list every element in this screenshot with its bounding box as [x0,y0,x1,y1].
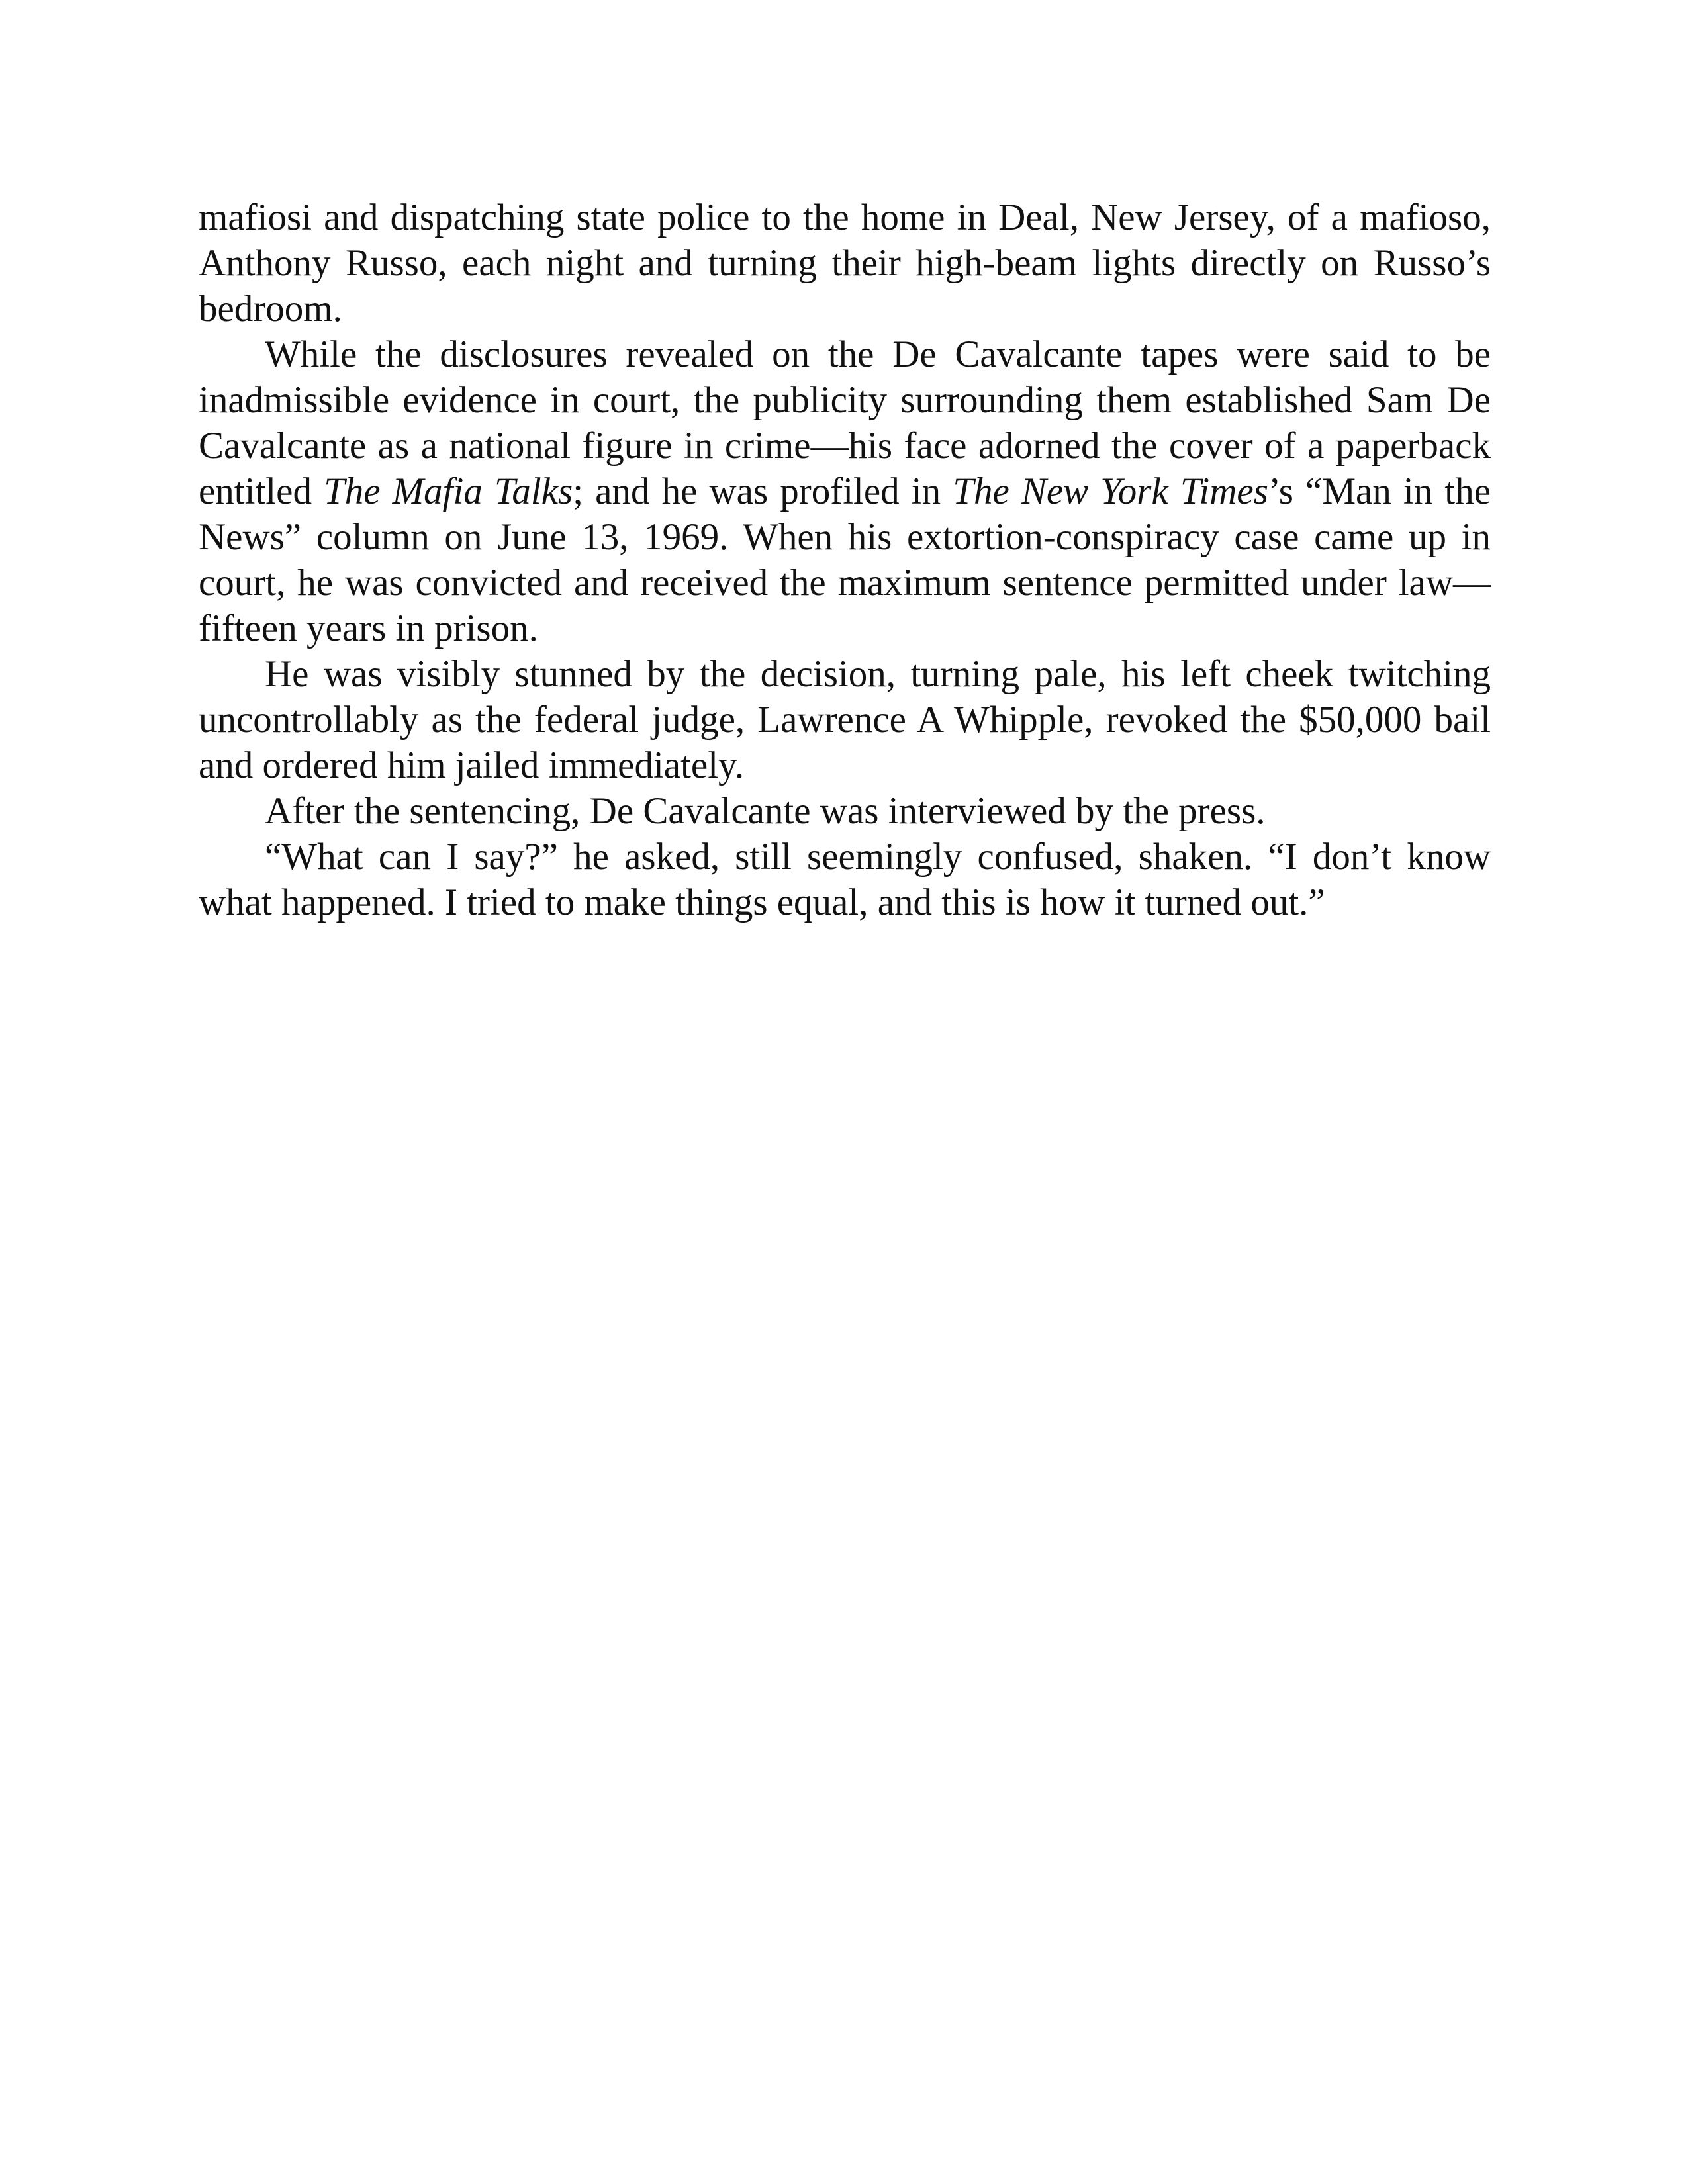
paragraph-5 [199,834,1491,925]
paragraph-text: ’s “Man in the News” column on June 13, 1969. When his extortion-conspiracy case came up in court, he was convicted and received the maximum sentence permitted under law—fifteen years in prison. [199,471,1491,649]
paragraph-text: ; and he was profiled in [573,471,953,512]
book-title: The Mafia Talks [324,471,573,512]
newspaper-title: The New York Times [953,471,1268,512]
paragraph-text: While the disclosures revealed on the De Cavalcante tapes were said to be inadmissible evidence in court, the publicity surrounding them established Sam De Cavalcante as a national figure in crime—his face adorned the cover of a paperback entitled [199,334,1491,512]
paragraph-2 [199,332,1491,651]
paragraph-text: mafiosi and dispatching state police to the home in Deal, New Jersey, of a mafioso, Anthony Russo, each night and turning their high-beam lights directly on Russo’s bedroom. [199,197,1491,330]
paragraph-text: After the sentencing, De Cavalcante was interviewed by the press. [265,790,1266,832]
paragraph-3 [199,651,1491,788]
paragraph-text: He was visibly stunned by the decision, turning pale, his left cheek twitching uncontrollably as the federal judge, Lawrence A Whipple, revoked the $50,000 bail and ordered him jailed immediately. [199,653,1491,786]
paragraph-1 [199,195,1491,332]
body-text [199,195,1491,925]
paragraph-4 [199,788,1491,834]
paragraph-text: “What can I say?” he asked, still seemingly confused, shaken. “I don’t know what happened. I tried to make things equal, and this is how it turned out.” [199,836,1491,923]
